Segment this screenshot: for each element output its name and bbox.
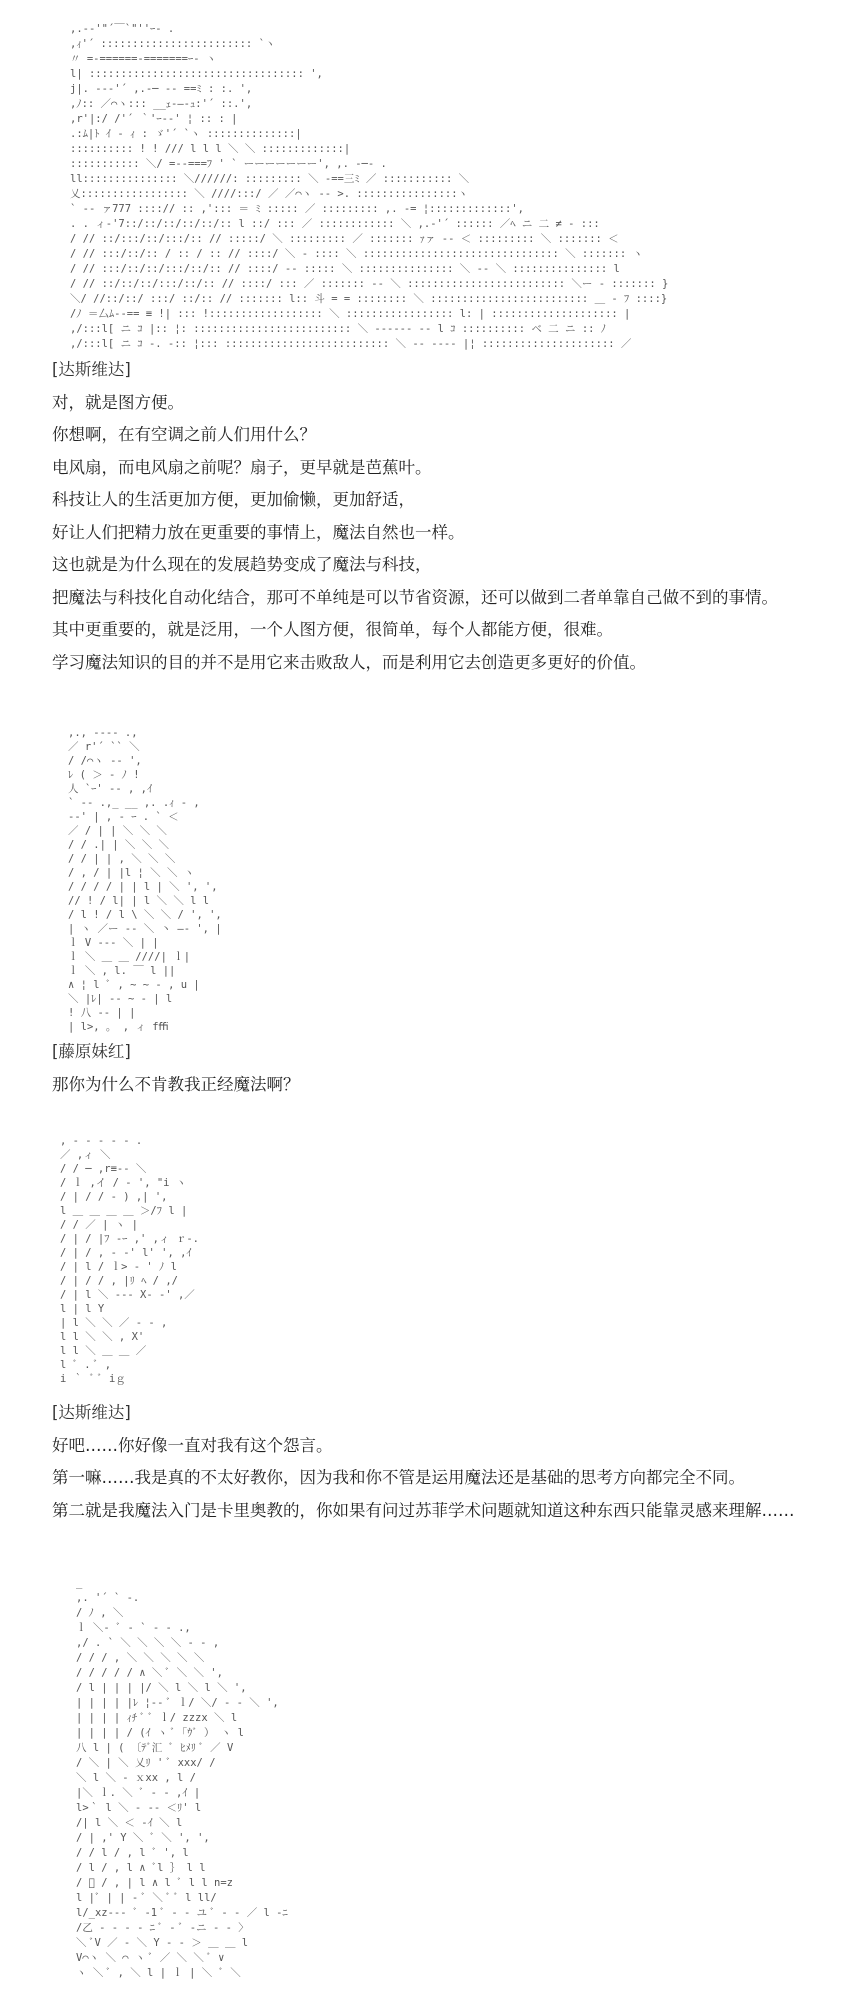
ascii-line: l | l Y (60, 1303, 105, 1315)
ascii-line: | | | | |ﾚ ¦‐‐ ﾞ ｌ/ ＼/ ‐ ‐ ＼ ', (76, 1697, 279, 1709)
ascii-line: l/_xz‐‐‐ ﾞ ‐1 ﾞ ‐ ‐ ユ ﾞ ‐ ‐ ／ l ‐ﾆ (76, 1907, 288, 1919)
dialogue-line: 第一嘛……我是真的不太好教你，因为我和你不管是运用魔法还是基础的思考方向都完全不同。 (52, 1468, 745, 1487)
ascii-line: . . ィ‐'7::/::/::/::/::/:: l ::/ ::: ／ :::::::::::: ＼ ,.-'´ :::::: ／ﾍ ニ 二 ≠ ‐ ::: (70, 218, 600, 230)
speaker-label: [藤原妹红] (52, 1042, 131, 1061)
ascii-line: | l ＼ ＼ ／ ‐ ‐ , (60, 1317, 168, 1329)
ascii-art-2-lines (68, 727, 222, 1033)
ascii-line: / // ::/::/::/:::/::/:: // ::::/ ::: ／ ::::::: ‐‐ ＼ ::::::::::::::::::::::::: ＼ー ‐ ::::::: } (70, 278, 669, 290)
ascii-line: ｌ ＼ ＿ ＿ ////| ｌ| (68, 951, 191, 963)
ascii-line: / // :::/::/:: / :: / :: // ::::/ ＼ ‐ :::: ＼ ::::::::::::::::::::::::::::::: ＼ ::::::: ヽ (70, 248, 644, 260)
ascii-line: / | / |ﾌ ‐ｰ ,' ,ィ ｒ‐. (60, 1233, 199, 1245)
ascii-line: / l | | | |/ ＼ l ＼ l ＼ ', (76, 1682, 247, 1694)
ascii-art-2 (68, 722, 328, 1040)
ascii-line: / // ::/:::/::/:::/:: // :::::/ ＼ ::::::::: ／ ::::::: ｧァ ‐‐ ＜ ::::::::: ＼ ::::::: ＜ (70, 233, 619, 245)
ascii-line: ＼/ //::/::/ :::/ ::/:: // ::::::: l:: 斗 = = :::::::: ＼ ::::::::::::::::::::::::: ＿ ‐ ﾌ ::::} (70, 293, 668, 305)
ascii-line: ,ｨ'´ :::::::::::::::::::::::: `ヽ (70, 38, 276, 50)
ascii-art-1-lines (70, 22, 668, 350)
dialogue-line: 那你为什么不肯教我正经魔法啊？ (52, 1074, 300, 1094)
ascii-line: l>｀ l ＼ ‐ -‐ ＜ﾘ' l (76, 1802, 202, 1814)
dialogue-section-3 (52, 1397, 795, 1527)
ascii-line: / | l / ｌ> ‐ ' ﾉ l (60, 1261, 177, 1273)
ascii-line: :::::::::: ! ! /// l l l ＼ ＼ :::::::::::::| (70, 143, 351, 155)
ascii-line: / , / | |l ¦ ＼ ＼ ヽ (68, 867, 195, 879)
speaker-label: [达斯维达] (52, 360, 131, 379)
ascii-line: l l ＼ ＼ , X' (60, 1331, 145, 1343)
ascii-art-3 (60, 1130, 400, 1396)
ascii-line: / | / / ‐ ) ,| ', (60, 1191, 168, 1203)
ascii-line: | l>, 。 , ィ fﬃ (68, 1021, 169, 1033)
ascii-line: l l ＼ ＿ ＿ ／ (60, 1345, 147, 1357)
dialogue-section-1 (52, 354, 778, 679)
dialogue-line: 其中更重要的，就是泛用，一个人图方便，很简单，每个人都能方便，很难。 (52, 620, 613, 639)
ascii-line: ﾚ ( ＞ - ﾉ ! (68, 769, 140, 781)
ascii-line: ／ r'´ `` ＼ (68, 741, 140, 753)
ascii-line: ,/:::l[ ニ ｺ |:: ¦: ::::::::::::::::::::::::: ＼ ‐‐‐‐‐‐ ‐‐ l ｺ :::::::::: ベ 二 ニ :: ﾉ (70, 323, 607, 335)
ascii-line: ,.-‐'"´￣`"''ｰ- . (70, 23, 175, 35)
ascii-line: / / / / / ∧ ＼ ﾞ ＼ ＼ ', (76, 1667, 223, 1679)
ascii-line: / l ! / l \ ＼ ＼ / ', ', (68, 909, 222, 921)
ascii-line: 八 l | ( 〔ﾃﾞ汇 ﾞ ﾋﾒﾘ ﾞ ／ V (76, 1742, 234, 1754)
ascii-line: 人 `ｰ' ‐- , ,ｲ (68, 783, 153, 795)
ascii-line: ／ / | | ＼ ＼ ＼ (68, 825, 167, 837)
ascii-line: / | ,' Y ＼ ﾞ ＼ ', ', (76, 1832, 210, 1844)
ascii-line: / /⌒ヽ ‐- ', (68, 755, 142, 767)
dialogue-line: 对，就是图方便。 (52, 392, 184, 412)
ascii-line: /ﾉ ＝厶ﾑ‐‐== ≡ !| ::: !:::::::::::::::::: ＼ ::::::::::::::::: l: | :::::::::::::::::::: | (70, 308, 631, 320)
ascii-art-3-lines (60, 1135, 199, 1385)
ascii-line: l ＿ ＿ ＿ ＿ ＞/ﾌ l | (60, 1205, 188, 1217)
ascii-art-4-lines (76, 1577, 288, 1979)
ascii-line: ＼ l ＼ ‐ ｘxx , l / (76, 1772, 197, 1784)
ascii-line: / / ─ ,r≡‐- ＼ (60, 1163, 147, 1175)
ascii-line: ｌ V ‐‐‐ ＼ | | (68, 937, 159, 949)
ascii-line: ! 八 ‐‐ | | (68, 1007, 136, 1019)
dialogue-line: 把魔法与科技化自动化结合，那可不单纯是可以节省资源，还可以做到二者单靠自己做不到的事情。 (52, 587, 778, 607)
ascii-line: ,ﾉ:: ／⌒ヽ::: __ｪ-―-ｭ:'´ ::.', (70, 98, 253, 110)
ascii-line: | | | | / (ｲ ヽ ﾞ ｢ｳﾞ ） ヽ l (76, 1727, 244, 1739)
speaker-label: [达斯维达] (52, 1403, 131, 1422)
ascii-line: / / / / | | l | ＼ ', ', (68, 881, 218, 893)
ascii-line: _ (76, 1577, 83, 1589)
ascii-line: / l / , l ∧ ﾞl ｝ l l (76, 1862, 206, 1874)
ascii-line: / | / , ‐ ‐' l' ', ,ｲ (60, 1247, 192, 1259)
dialogue-line: 好吧……你好像一直对我有这个怨言。 (52, 1435, 333, 1455)
dialogue-line: 电风扇，而电风扇之前呢？扇子，更早就是芭蕉叶。 (52, 457, 432, 477)
ascii-line: ,r'|:/ /'´ ｀'ｰ-‐' ¦ :: : | (70, 113, 238, 125)
dialogue-line: 第二就是我魔法入门是卡里奥教的，你如果有问过苏菲学术问题就知道这种东西只能靠灵感来理解…… (52, 1500, 795, 1520)
dialogue-line: 科技让人的生活更加方便，更加偷懒，更加舒适， (52, 490, 415, 509)
ascii-line: l ﾞ . ﾞ , (60, 1359, 112, 1371)
dialogue-section-2 (52, 1036, 300, 1101)
ascii-line: ヽ ＼ ﾞ , ＼ l | ｌ | ＼ ﾞ ＼ (76, 1967, 241, 1979)
ascii-line: ::::::::::: ＼/ =-‐===ﾌ ' ` ーーーーーーー', ,. -─- . (70, 158, 387, 170)
ascii-line: V⌒ヽ ＼ ⌒ ヽ ﾞ ／ ＼ ＼ ﾞ ∨ (76, 1952, 225, 1964)
ascii-line: ,., ‐‐‐‐ ., (68, 727, 138, 739)
ascii-art-1 (70, 18, 669, 354)
ascii-line: / / l / , l ﾞ ', l (76, 1847, 189, 1859)
ascii-line: .:ﾑ|ﾄ ｲ - ｨ : ゞ'´ `ヽ ::::::::::::::| (70, 128, 302, 140)
ascii-line: ＼ |ﾚ| ‐‐ ~ ‐ | l (68, 993, 173, 1005)
ascii-line: l| :::::::::::::::::::::::::::::::::: ', (70, 68, 323, 80)
ascii-line: / ＼ | ＼ 乂ﾘ ' ﾞ xxx/ / (76, 1757, 216, 1769)
ascii-line: / ﾞ / , | l ∧ l ﾞ l l n=z (76, 1877, 233, 1889)
ascii-line: ,/ . ` ＼ ＼ ＼ ＼ ‐ ‐ , (76, 1637, 220, 1649)
ascii-line: / / | | , ＼ ＼ ＼ (68, 853, 176, 865)
ascii-line: 〃 =-======-=======ｰ- ヽ (70, 53, 217, 65)
ascii-line: ＼ ﾞV ／ ‐ ＼ Y ‐ ‐ ＞ ＿ ＿ l (76, 1937, 249, 1949)
dialogue-line: 好让人们把精力放在更重要的事情上，魔法自然也一样。 (52, 522, 465, 542)
ascii-line: // ! / l| | l ＼ ＼ l l (68, 895, 210, 907)
ascii-line: j|. ‐-‐'´ ,.-─ -- ==ﾐ : :. ', (70, 83, 253, 95)
ascii-line: / / / , ＼ ＼ ＼ ＼ ＼ (76, 1652, 205, 1664)
ascii-line: ,/:::l[ ニ ｺ ‐. ‐:: ¦::: :::::::::::::::::::::::::: ＼ ‐‐ ‐‐‐‐ |¦ ::::::::::::::::::::: ／ (70, 338, 632, 350)
ascii-line: / ｌ ,イ / - ', "i ヽ (60, 1177, 187, 1189)
ascii-line: -‐' | , ‐ ｰ . ` ＜ (68, 811, 179, 823)
ascii-line: l |ﾞ | | ‐ ﾞ ＼ ﾞ ﾞ l ll/ (76, 1892, 217, 1904)
ascii-line: / | l ＼ ‐‐‐ X‐ ‐' ,／ (60, 1289, 195, 1301)
ascii-line: | ヽ ／ー ‐- ＼ 丶 ―‐ ', | (68, 923, 222, 935)
ascii-line: |＼ ｌ. ＼ ﾞ ‐ ‐ ,ｲ | (76, 1787, 201, 1799)
ascii-line: | | | | ｨﾁ ﾞ ﾞ ｌ/ zzzx ＼ l (76, 1712, 238, 1724)
ascii-line: ｌ ＼- ﾞ ‐ ` ‐ ‐ ., (76, 1622, 191, 1634)
ascii-line: / | / / , |ﾘ ﾍ / ,/ (60, 1275, 178, 1287)
dialogue-line: 这也就是为什么现在的发展趋势变成了魔法与科技， (52, 555, 432, 574)
ascii-line: ,. '´ ` ‐. (76, 1592, 140, 1604)
dialogue-line: 你想啊，在有空调之前人们用什么？ (52, 425, 316, 444)
ascii-line: ` ‐- .,_ __ ,. .ｨ - , (68, 797, 200, 809)
ascii-line: ／ ,ィ ＼ (60, 1149, 111, 1161)
ascii-line: /乙 ‐ ‐ ‐ ‐ ﾆ ﾞ ‐ ﾞ ‐ニ ‐ ‐ 〉 (76, 1922, 249, 1934)
ascii-line: / / .| | ＼ ＼ ＼ (68, 839, 170, 851)
ascii-line: ｌ ＼ , l. ￣ l || (68, 965, 176, 977)
ascii-line: / / ／ | ヽ | (60, 1219, 138, 1231)
ascii-line: /| l ＼ ＜ ‐ｲ ＼ l (76, 1817, 183, 1829)
ascii-line: i ｀ ﾞ ﾞ iｇ (60, 1373, 126, 1385)
ascii-line: ` ‐- ァ777 ::::// :: ,'::: ＝ ﾐ ::::: ／ ::::::::: ,. -= ¦:::::::::::::', (70, 203, 524, 215)
ascii-line: 乂::::::::::::::::: ＼ ////:::/ ／ ／⌒ヽ ‐- >. ::::::::::::::::ヽ (70, 188, 469, 200)
ascii-line: / // :::/::/::/:::/::/:: // ::::/ ‐‐ ::::: ＼ ::::::::::::::: ＼ ‐‐ ＼ ::::::::::::::: l (70, 263, 620, 275)
ascii-line: ll::::::::::::::: ＼//////: ::::::::: ＼ ‐==三ﾐ ／ ::::::::::: ＼ (70, 173, 470, 185)
dialogue-line: 学习魔法知识的目的并不是用它来击败敌人，而是利用它去创造更多更好的价值。 (52, 652, 646, 672)
ascii-line: ∧ ¦ l ﾞ , ~ ~ ‐ , u | (68, 979, 200, 991)
ascii-art-4 (76, 1572, 406, 2000)
ascii-line: / ﾉ , ＼ (76, 1607, 124, 1619)
ascii-line: , ‐ ‐ - ‐ ‐ . (60, 1135, 143, 1147)
